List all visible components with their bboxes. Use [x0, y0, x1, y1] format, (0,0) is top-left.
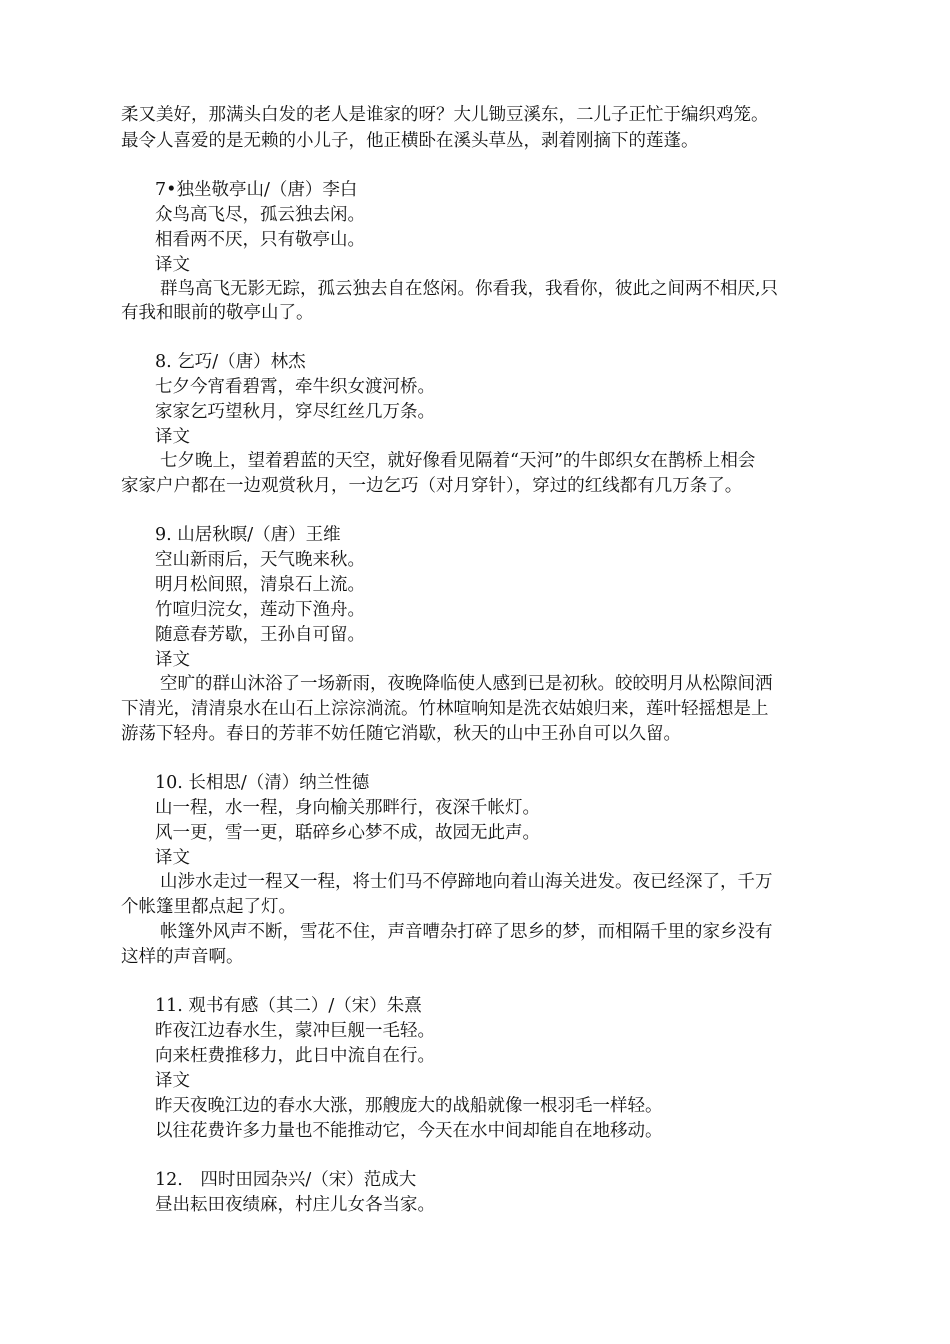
poem-line: 昨夜江边春水生，蒙冲巨舰一毛轻。 — [155, 1021, 435, 1041]
translation-label: 译文 — [155, 427, 190, 447]
poem-line: 竹喧归浣女，莲动下渔舟。 — [155, 600, 365, 620]
poem-title: 11. 观书有感（其二）/（宋）朱熹 — [155, 996, 422, 1016]
translation-line: 游荡下轻舟。春日的芳菲不妨任随它消歇，秋天的山中王孙自可以久留。 — [121, 724, 681, 744]
poem-line: 明月松间照，清泉石上流。 — [155, 575, 365, 595]
translation-line: 以往花费许多力量也不能推动它，今天在水中间却能自在地移动。 — [155, 1121, 663, 1141]
translation-label: 译文 — [155, 255, 190, 275]
poem-line: 相看两不厌，只有敬亭山。 — [155, 230, 365, 250]
translation-label: 译文 — [155, 1071, 190, 1091]
translation-line: 有我和眼前的敬亭山了。 — [121, 303, 314, 323]
poem-line: 众鸟高飞尽，孤云独去闲。 — [155, 205, 365, 225]
translation-line: 空旷的群山沐浴了一场新雨，夜晚降临使人感到已是初秋。皎皎明月从松隙间洒 — [160, 674, 773, 694]
translation-line: 下清光，清清泉水在山石上淙淙淌流。竹林喧响知是洗衣姑娘归来，莲叶轻摇想是上 — [121, 699, 769, 719]
poem-title: 12. 四时田园杂兴/（宋）范成大 — [155, 1170, 417, 1190]
poem-line: 风一更，雪一更，聒碎乡心梦不成，故园无此声。 — [155, 823, 540, 843]
poem-line: 山一程，水一程，身向榆关那畔行，夜深千帐灯。 — [155, 798, 540, 818]
translation-label: 译文 — [155, 650, 190, 670]
poem-line: 七夕今宵看碧霄，牵牛织女渡河桥。 — [155, 377, 435, 397]
poem-line: 随意春芳歇，王孙自可留。 — [155, 625, 365, 645]
translation-line: 七夕晚上，望着碧蓝的天空，就好像看见隔着“天河”的牛郎织女在鹊桥上相会 — [160, 451, 756, 471]
intro-line: 柔又美好，那满头白发的老人是谁家的呀？大儿锄豆溪东，二儿子正忙于编织鸡笼。 — [121, 105, 769, 125]
translation-line: 昨天夜晚江边的春水大涨，那艘庞大的战船就像一根羽毛一样轻。 — [155, 1096, 663, 1116]
poem-line: 家家乞巧望秋月，穿尽红丝几万条。 — [155, 402, 435, 422]
translation-line: 家家户户都在一边观赏秋月，一边乞巧（对月穿针），穿过的红线都有几万条了。 — [121, 476, 743, 496]
translation-line: 这样的声音啊。 — [121, 947, 244, 967]
translation-line: 个帐篷里都点起了灯。 — [121, 897, 296, 917]
intro-line: 最令人喜爱的是无赖的小儿子，他正横卧在溪头草丛，剥着刚摘下的莲蓬。 — [121, 131, 699, 151]
poem-line: 向来枉费推移力，此日中流自在行。 — [155, 1046, 435, 1066]
poem-line: 昼出耘田夜绩麻，村庄儿女各当家。 — [155, 1195, 435, 1215]
poem-title: 7•独坐敬亭山/（唐）李白 — [155, 180, 358, 200]
translation-label: 译文 — [155, 848, 190, 868]
poem-line: 空山新雨后，天气晚来秋。 — [155, 550, 365, 570]
poem-title: 10. 长相思/（清）纳兰性德 — [155, 773, 370, 793]
poem-title: 9. 山居秋暝/（唐）王维 — [155, 525, 341, 545]
poem-title: 8. 乞巧/（唐）林杰 — [155, 352, 306, 372]
translation-line: 山涉水走过一程又一程，将士们马不停蹄地向着山海关进发。夜已经深了，千万 — [160, 872, 773, 892]
translation-line: 帐篷外风声不断，雪花不住，声音嘈杂打碎了思乡的梦，而相隔千里的家乡没有 — [160, 922, 773, 942]
translation-line: 群鸟高飞无影无踪，孤云独去自在悠闲。你看我，我看你，彼此之间两不相厌,只 — [160, 279, 779, 299]
